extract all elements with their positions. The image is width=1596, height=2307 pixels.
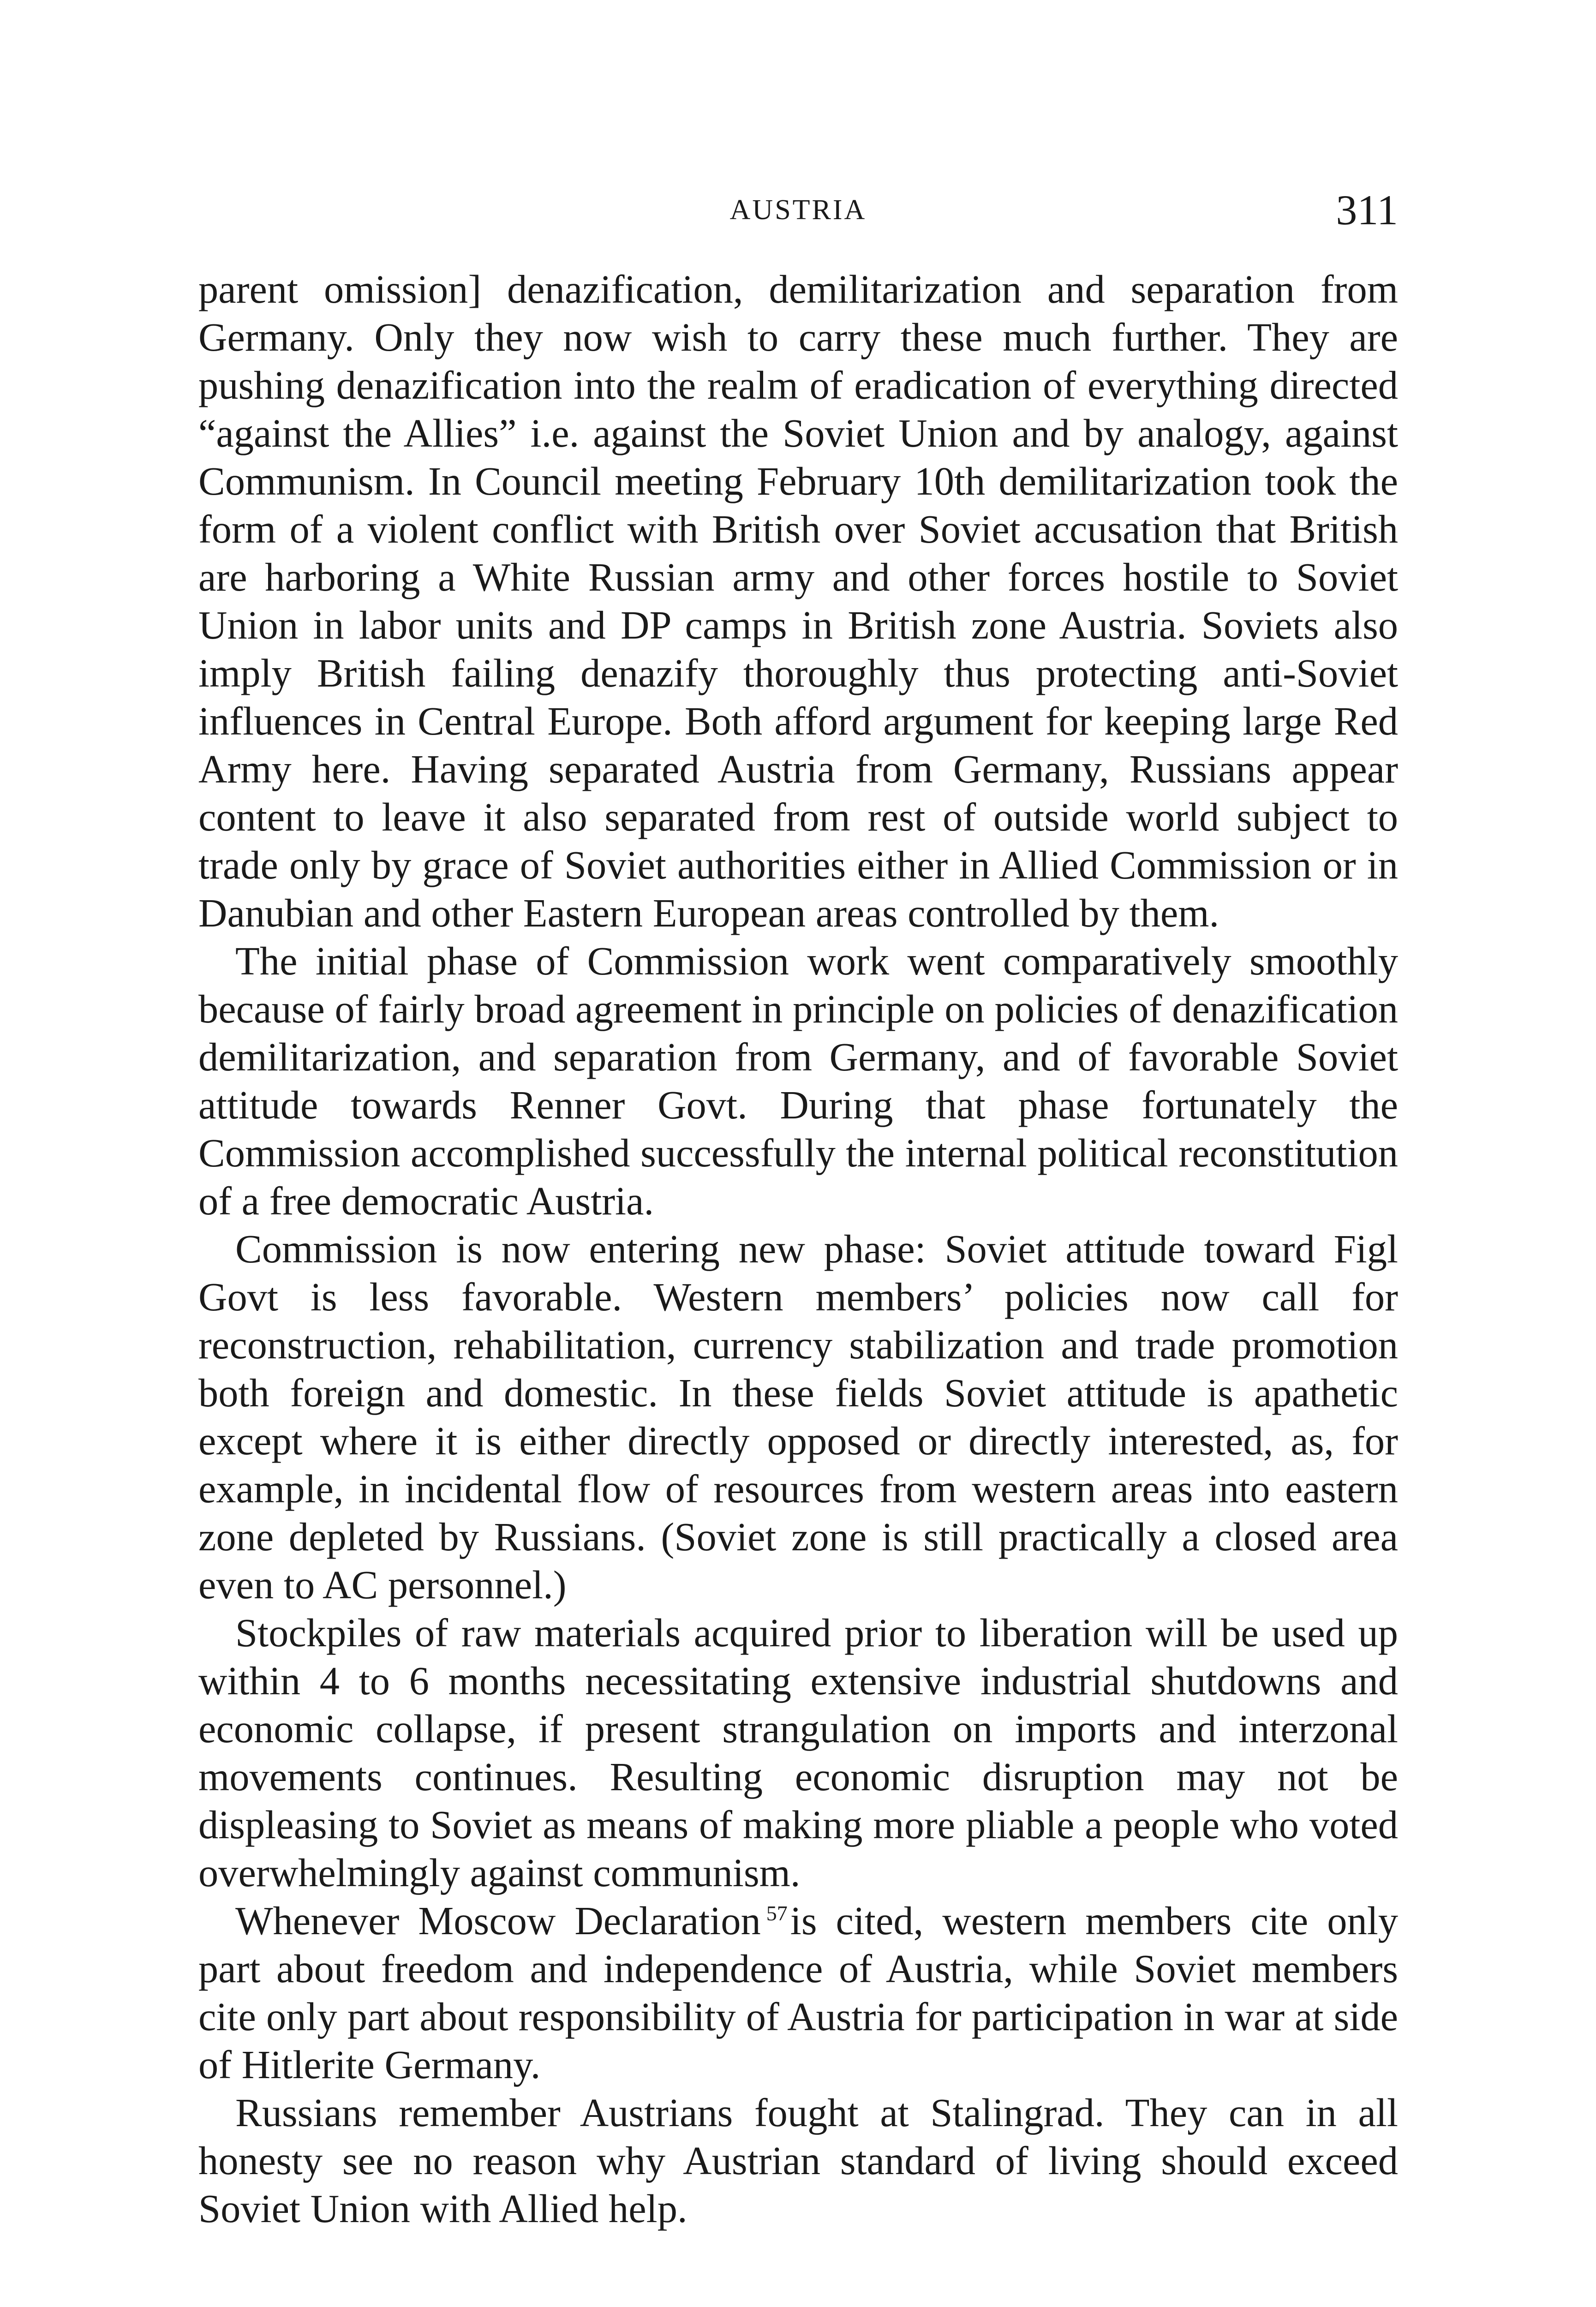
paragraph-continued: parent omission] denazification, demilitarization and separation from Germany. Only they now wish to carry these much further. They are pushing denazification into the realm of eradication of everything directed “against the Allies” i.e. against the Soviet Union and by analogy, against Communism. In Council meeting February 10th demilitarization took the form of a violent conflict with British over Soviet accusation that British are harboring a White Russian army and other forces hostile to Soviet Union in labor units and DP camps in British zone Austria. Soviets also imply British failing denazify thoroughly thus protecting anti-Soviet influences in Central Europe. Both afford argument for keeping large Red Army here. Having separated Austria from Germany, Russians appear content to leave it also separated from rest of outside world subject to trade only by grace of Soviet authorities either in Allied Commission or in Danubian and other Eastern European areas controlled by them. <box>198 267 1398 935</box>
footnote-reference: 57 <box>766 1901 788 1925</box>
moscow-text-after: is cited, western members cite only part about freedom and independence of Austria, while Soviet members cite only part about responsibility of Austria for participation in war at side of Hitlerite Germany. <box>198 1899 1398 2087</box>
paragraph-initial-phase: The initial phase of Commission work went comparatively smoothly because of fairly broad agreement in principle on policies of denazification demilitarization, and separation from Germany, and of favorable Soviet attitude towards Renner Govt. During that phase fortunately the Commission accomplished successfully the internal political reconstitution of a free democratic Austria. <box>198 939 1398 1223</box>
paragraph-stockpiles: Stockpiles of raw materials acquired prior to liberation will be used up within 4 to 6 months necessitating extensive industrial shutdowns and economic collapse, if present strangulation on imports and interzonal movements continues. Resulting economic disruption may not be displeasing to Soviet as means of making more pliable a people who voted overwhelmingly against communism. <box>198 1611 1398 1895</box>
body-text <box>198 265 1398 2233</box>
paragraph-new-phase: Commission is now entering new phase: Soviet attitude toward Figl Govt is less favorable. Western members’ policies now call for reconstruction, rehabilitation, currency stabilization and trade promotion both foreign and domestic. In these fields Soviet attitude is apathetic except where it is either directly opposed or directly interested, as, for example, in incidental flow of resources from western areas into eastern zone depleted by Russians. (Soviet zone is still practically a closed area even to AC personnel.) <box>198 1227 1398 1607</box>
running-head: AUSTRIA <box>729 194 867 226</box>
page-header <box>198 186 1398 240</box>
paragraph-stalingrad: Russians remember Austrians fought at Stalingrad. They can in all honesty see no reason why Austrian standard of living should exceed Soviet Union with Allied help. <box>198 2091 1398 2231</box>
page-number: 311 <box>1336 186 1398 233</box>
paragraph-moscow-declaration <box>198 1897 1398 2089</box>
moscow-text-before: Whenever Moscow Declaration <box>235 1899 761 1943</box>
